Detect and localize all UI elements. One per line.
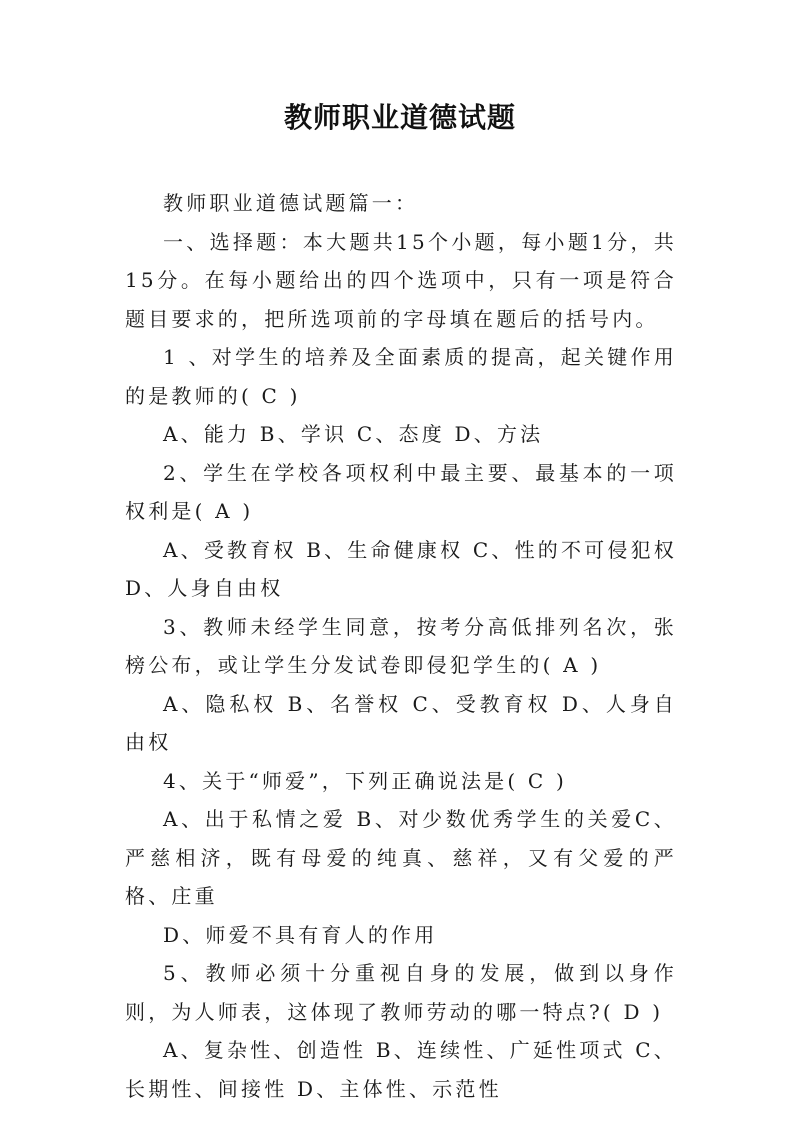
question-2: 2、学生在学校各项权利中最主要、最基本的一项权利是( A ) xyxy=(125,460,677,523)
document-title: 教师职业道德试题 xyxy=(283,101,516,134)
document-body xyxy=(125,184,677,1108)
question-3-options: A、隐私权 B、名誉权 C、受教育权 D、人身自由权 xyxy=(125,691,677,754)
question-5: 5、教师必须十分重视自身的发展，做到以身作则，为人师表，这体现了教师劳动的哪一特点?( D ) xyxy=(125,961,677,1024)
question-1-options: A、能力 B、学识 C、态度 D、方法 xyxy=(163,422,544,446)
question-4-options: A、出于私情之爱 B、对少数优秀学生的关爱C、严慈相济，既有母爱的纯真、慈祥，又有父爱的严格、庄重 xyxy=(125,807,677,908)
question-1: 1 、对学生的培养及全面素质的提高，起关键作用的是教师的( C ) xyxy=(125,345,677,408)
question-4: 4、关于“师爱”，下列正确说法是( C ) xyxy=(163,768,567,793)
paragraph-heading: 教师职业道德试题篇一： xyxy=(163,191,419,215)
question-3: 3、教师未经学生同意，按考分高低排列名次，张榜公布，或让学生分发试卷即侵犯学生的( A ) xyxy=(125,614,677,677)
question-5-options: A、复杂性、创造性 B、连续性、广延性项式 C、长期性、间接性 D、主体性、示范性 xyxy=(125,1038,677,1101)
question-2-options: A、受教育权 B、生命健康权 C、性的不可侵犯权 D、人身自由权 xyxy=(125,537,677,600)
paragraph-section-intro: 一、选择题：本大题共15个小题，每小题1分，共15分。在每小题给出的四个选项中，只有一项是符合题目要求的，把所选项前的字母填在题后的括号内。 xyxy=(125,229,677,331)
question-4-option-d: D、师爱不具有育人的作用 xyxy=(163,922,438,947)
